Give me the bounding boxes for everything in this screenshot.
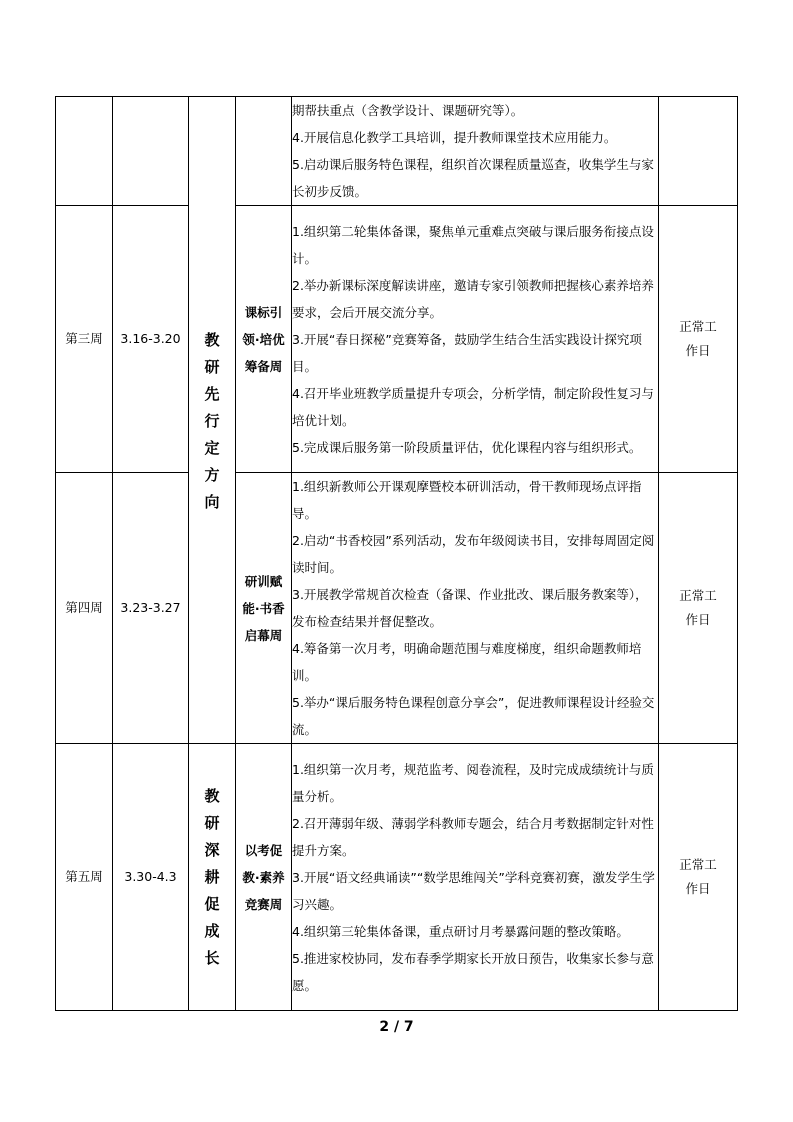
task-item: 1.组织第二轮集体备课，聚焦单元重难点突破与课后服务衔接点设计。 [292, 223, 654, 266]
table-row [56, 206, 738, 473]
status-cell [659, 744, 738, 1011]
tasks-cell [292, 744, 659, 1011]
tasks-cell [292, 206, 659, 473]
task-item: 3.开展“语文经典诵读”“数学思维闯关”学科竞赛初赛，激发学生学习兴趣。 [292, 869, 655, 912]
task-item: 2.召开薄弱年级、薄弱学科教师专题会，结合月考数据制定针对性提升方案。 [292, 815, 654, 858]
table-row [56, 473, 738, 744]
task-item: 期帮扶重点（含教学设计、课题研究等）。 [292, 103, 524, 118]
phase-label: 教研深耕促成长 [204, 786, 220, 967]
status-cell [659, 206, 738, 473]
phase-label: 教研先行定方向 [204, 331, 220, 511]
task-item: 5.举办“课后服务特色课程创意分享会”，促进教师课程设计经验交流。 [292, 695, 655, 737]
phase-cell [189, 97, 236, 744]
week-cell: 第三周 [56, 206, 113, 473]
task-item: 4.组织第三轮集体备课，重点研讨月考暴露问题的整改策略。 [292, 923, 629, 939]
task-item: 2.举办新课标深度解读讲座，邀请专家引领教师把握核心素养培养要求，会后开展交流分享。 [292, 277, 654, 320]
task-item: 1.组织第一次月考，规范监考、阅卷流程，及时完成成绩统计与质量分析。 [292, 761, 654, 804]
tasks-cell [292, 473, 659, 744]
theme-label: 以考促教·素养竞赛周 [242, 842, 285, 912]
table-row [56, 744, 738, 1011]
status-cell [659, 473, 738, 744]
task-item: 2.启动“书香校园”系列活动，发布年级阅读书目，安排每周固定阅读时间。 [292, 533, 655, 575]
theme-cell [236, 206, 292, 473]
phase-cell [189, 744, 236, 1011]
status-cell [659, 97, 738, 206]
dates-cell: 3.16-3.20 [113, 206, 189, 473]
task-item: 3.开展教学常规首次检查（备课、作业批改、课后服务教案等），发布检查结果并督促整改。 [292, 587, 648, 629]
task-item: 3.开展“春日探秘”竞赛筹备，鼓励学生结合生活实践设计探究项目。 [292, 331, 642, 374]
task-item: 5.完成课后服务第一阶段质量评估，优化课程内容与组织形式。 [292, 439, 642, 455]
status-label: 正常工作日 [679, 857, 717, 896]
week-cell: 第四周 [56, 473, 113, 744]
task-item: 4.筹备第一次月考，明确命题范围与难度梯度，组织命题教师培训。 [292, 641, 642, 683]
status-label: 正常工作日 [679, 319, 717, 358]
dates-cell [113, 97, 189, 206]
theme-label: 研训赋能·书香启幕周 [242, 573, 285, 643]
task-item: 1.组织新教师公开课观摩暨校本研训活动，骨干教师现场点评指导。 [292, 479, 642, 521]
theme-cell [236, 744, 292, 1011]
task-item: 4.召开毕业班教学质量提升专项会，分析学情，制定阶段性复习与培优计划。 [292, 385, 654, 428]
page-number: 2 / 7 [379, 1019, 414, 1035]
tasks-cell [292, 97, 659, 206]
task-item: 4.开展信息化教学工具培训，提升教师课堂技术应用能力。 [292, 130, 617, 145]
week-cell [56, 97, 113, 206]
task-item: 5.启动课后服务特色课程，组织首次课程质量巡查，收集学生与家长初步反馈。 [292, 157, 654, 199]
week-cell: 第五周 [56, 744, 113, 1011]
theme-label: 课标引领·培优筹备周 [242, 304, 285, 374]
dates-cell: 3.23-3.27 [113, 473, 189, 744]
dates-cell: 3.30-4.3 [113, 744, 189, 1011]
table-row [56, 97, 738, 206]
theme-cell [236, 473, 292, 744]
theme-cell [236, 97, 292, 206]
status-label: 正常工作日 [679, 588, 717, 627]
weekly-plan-table [55, 96, 738, 1011]
task-item: 5.推进家校协同，发布春季学期家长开放日预告，收集家长参与意愿。 [292, 950, 654, 993]
